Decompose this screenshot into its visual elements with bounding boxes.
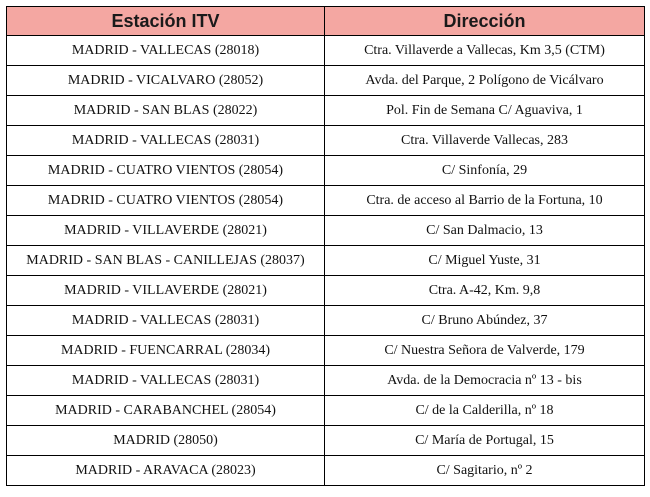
address-cell: C/ Sinfonía, 29 — [325, 156, 645, 186]
station-cell: MADRID - SAN BLAS - CANILLEJAS (28037) — [7, 246, 325, 276]
table-row — [7, 276, 645, 306]
address-cell: Ctra. Villaverde a Vallecas, Km 3,5 (CTM) — [325, 36, 645, 66]
header-address: Dirección — [325, 7, 645, 36]
station-cell: MADRID - CARABANCHEL (28054) — [7, 396, 325, 426]
table-row — [7, 306, 645, 336]
header-station: Estación ITV — [7, 7, 325, 36]
address-cell: Avda. del Parque, 2 Polígono de Vicálvaro — [325, 66, 645, 96]
table-row — [7, 456, 645, 486]
station-cell: MADRID - ARAVACA (28023) — [7, 456, 325, 486]
station-cell: MADRID - FUENCARRAL (28034) — [7, 336, 325, 366]
station-cell: MADRID (28050) — [7, 426, 325, 456]
station-cell: MADRID - VALLECAS (28018) — [7, 36, 325, 66]
address-cell: Ctra. A-42, Km. 9,8 — [325, 276, 645, 306]
table-row — [7, 186, 645, 216]
table-row — [7, 366, 645, 396]
station-cell: MADRID - VALLECAS (28031) — [7, 306, 325, 336]
station-cell: MADRID - CUATRO VIENTOS (28054) — [7, 156, 325, 186]
station-cell: MADRID - VILLAVERDE (28021) — [7, 276, 325, 306]
table-row — [7, 126, 645, 156]
station-cell: MADRID - SAN BLAS (28022) — [7, 96, 325, 126]
table-row — [7, 216, 645, 246]
table-row — [7, 66, 645, 96]
address-cell: Pol. Fin de Semana C/ Aguaviva, 1 — [325, 96, 645, 126]
table-row — [7, 156, 645, 186]
table-row — [7, 246, 645, 276]
table-row — [7, 96, 645, 126]
table-header-row — [7, 7, 645, 36]
table-row — [7, 396, 645, 426]
table-row — [7, 36, 645, 66]
table-body — [7, 36, 645, 486]
station-cell: MADRID - CUATRO VIENTOS (28054) — [7, 186, 325, 216]
address-cell: Avda. de la Democracia nº 13 - bis — [325, 366, 645, 396]
itv-stations-table — [6, 6, 645, 486]
address-cell: C/ San Dalmacio, 13 — [325, 216, 645, 246]
table-row — [7, 426, 645, 456]
table-row — [7, 336, 645, 366]
address-cell: C/ María de Portugal, 15 — [325, 426, 645, 456]
station-cell: MADRID - VILLAVERDE (28021) — [7, 216, 325, 246]
address-cell: C/ Bruno Abúndez, 37 — [325, 306, 645, 336]
address-cell: Ctra. Villaverde Vallecas, 283 — [325, 126, 645, 156]
address-cell: Ctra. de acceso al Barrio de la Fortuna, 10 — [325, 186, 645, 216]
station-cell: MADRID - VALLECAS (28031) — [7, 366, 325, 396]
address-cell: C/ Sagitario, nº 2 — [325, 456, 645, 486]
address-cell: C/ Nuestra Señora de Valverde, 179 — [325, 336, 645, 366]
address-cell: C/ Miguel Yuste, 31 — [325, 246, 645, 276]
station-cell: MADRID - VICALVARO (28052) — [7, 66, 325, 96]
station-cell: MADRID - VALLECAS (28031) — [7, 126, 325, 156]
address-cell: C/ de la Calderilla, nº 18 — [325, 396, 645, 426]
